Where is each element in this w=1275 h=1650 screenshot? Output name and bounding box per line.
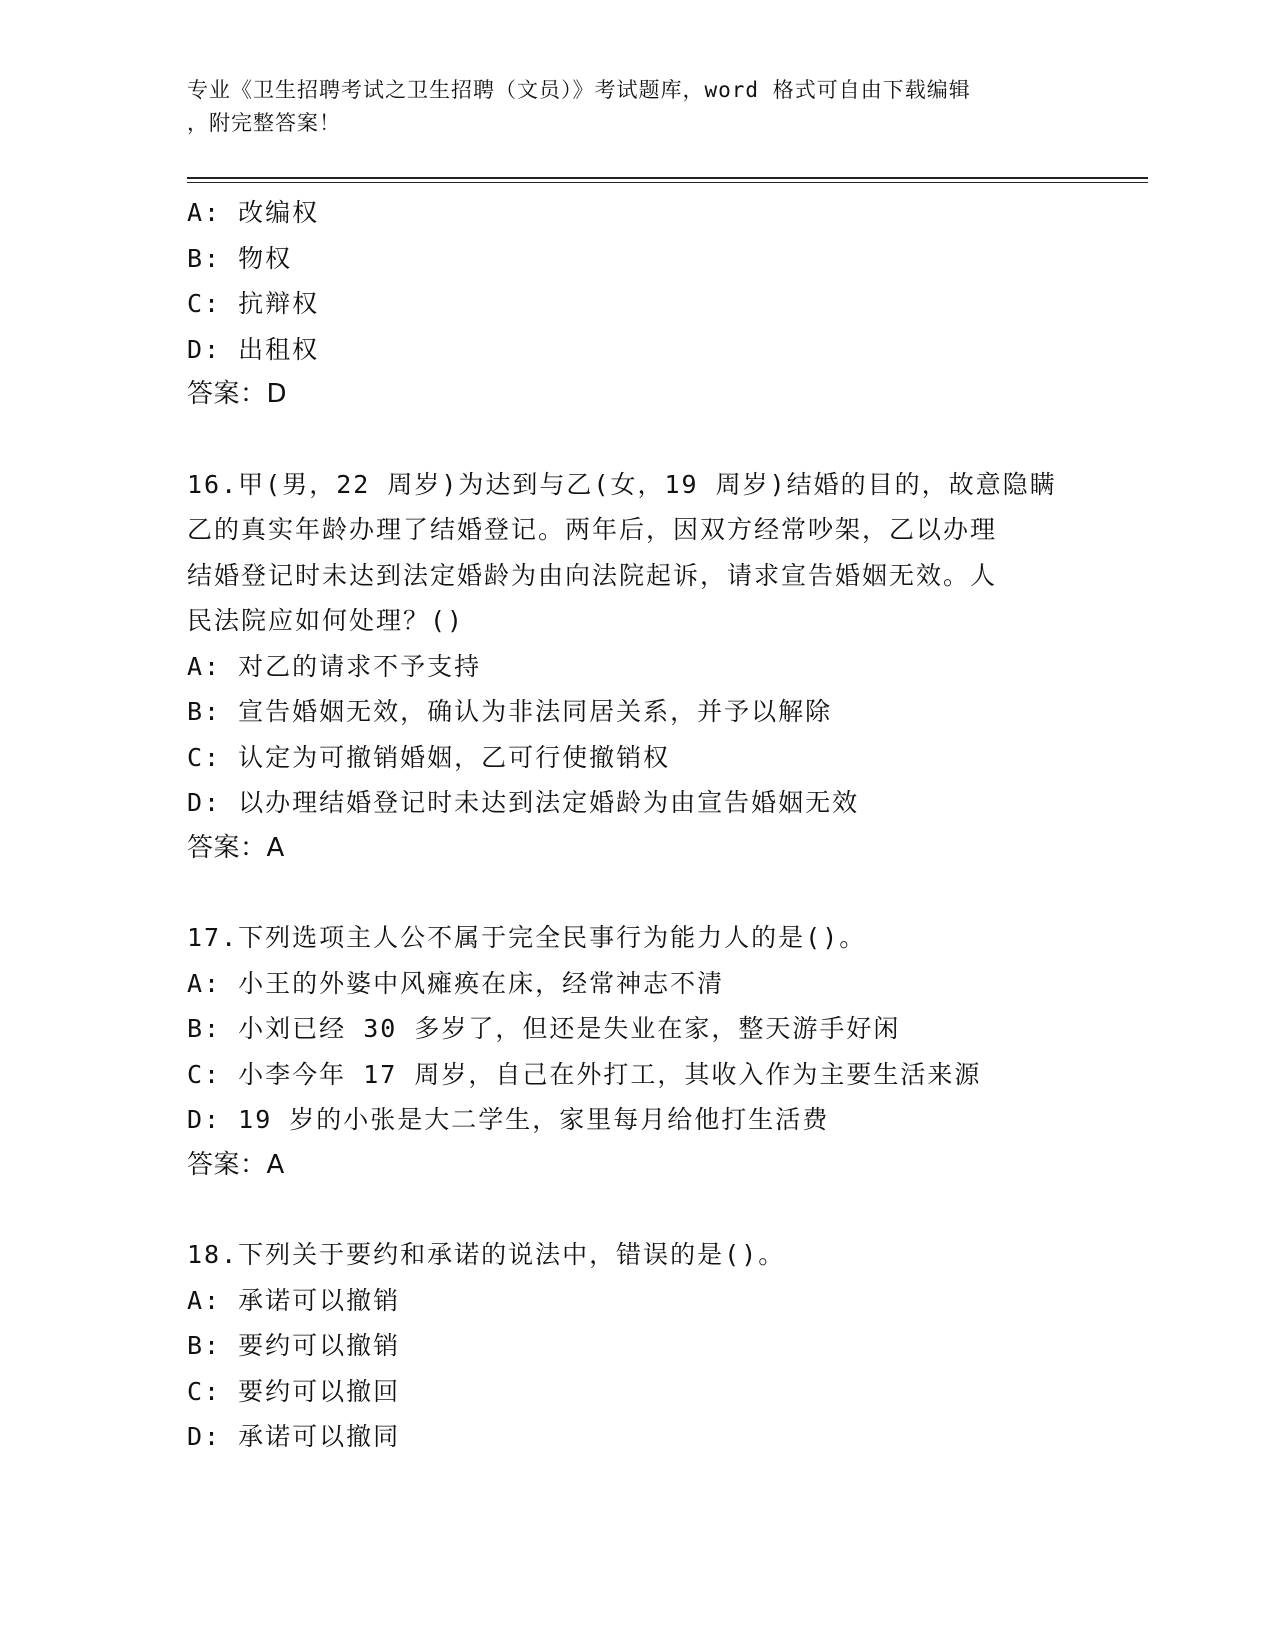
question-16-option-c: C: 认定为可撤销婚姻，乙可行使撤销权 bbox=[187, 742, 671, 772]
question-18-option-b: B: 要约可以撤销 bbox=[187, 1331, 401, 1360]
question-16-stem-line-1: 16.甲(男，22 周岁)为达到与乙(女，19 周岁)结婚的目的，故意隐瞒 bbox=[187, 469, 1057, 499]
question-list bbox=[187, 190, 1087, 1460]
question-17-stem: 17.下列选项主人公不属于完全民事行为能力人的是()。 bbox=[187, 923, 867, 952]
question-15-option-d: D: 出租权 bbox=[187, 334, 320, 364]
spacer bbox=[187, 418, 1087, 462]
question-18-option-c: C: 要约可以撤回 bbox=[187, 1376, 401, 1406]
question-15-option-c: C: 抗辩权 bbox=[187, 289, 320, 318]
question-18-option-a: A: 承诺可以撤销 bbox=[187, 1285, 401, 1315]
header-line-1: 专业《卫生招聘考试之卫生招聘（文员）》考试题库，word 格式可自由下载编辑 bbox=[187, 78, 971, 102]
header-divider-thin bbox=[187, 182, 1148, 183]
question-17-option-a: A: 小王的外婆中风瘫痪在床，经常神志不清 bbox=[187, 968, 725, 998]
question-16-option-a: A: 对乙的请求不予支持 bbox=[187, 651, 482, 681]
question-18-stem: 18.下列关于要约和承诺的说法中，错误的是()。 bbox=[187, 1240, 786, 1269]
question-16 bbox=[187, 462, 1087, 872]
question-16-answer: 答案：A bbox=[187, 832, 285, 863]
question-16-stem-line-4: 民法院应如何处理？() bbox=[187, 606, 465, 635]
question-16-option-b: B: 宣告婚姻无效，确认为非法同居关系，并予以解除 bbox=[187, 697, 833, 726]
question-17-option-c: C: 小李今年 17 周岁，自己在外打工，其收入作为主要生活来源 bbox=[187, 1059, 982, 1089]
spacer bbox=[187, 1188, 1087, 1232]
question-17-option-b: B: 小刘已经 30 多岁了，但还是失业在家，整天游手好闲 bbox=[187, 1014, 901, 1043]
question-16-stem-line-2: 乙的真实年龄办理了结婚登记。两年后，因双方经常吵架，乙以办理 bbox=[187, 515, 998, 544]
question-15-option-a: A: 改编权 bbox=[187, 198, 320, 227]
question-15-option-b: B: 物权 bbox=[187, 243, 293, 273]
document-header bbox=[187, 74, 1087, 140]
header-divider-thick bbox=[187, 177, 1148, 179]
question-18 bbox=[187, 1232, 1087, 1460]
spacer bbox=[187, 871, 1087, 915]
question-15-answer: 答案：D bbox=[187, 379, 288, 409]
question-16-stem-line-3: 结婚登记时未达到法定婚龄为由向法院起诉，请求宣告婚姻无效。人 bbox=[187, 560, 998, 590]
question-17-answer: 答案：A bbox=[187, 1149, 285, 1180]
question-16-option-d: D: 以办理结婚登记时未达到法定婚龄为由宣告婚姻无效 bbox=[187, 788, 860, 817]
question-17 bbox=[187, 915, 1087, 1188]
question-17-option-d: D: 19 岁的小张是大二学生，家里每月给他打生活费 bbox=[187, 1105, 830, 1134]
question-15 bbox=[187, 190, 1087, 418]
header-line-2: ，附完整答案！ bbox=[187, 111, 341, 135]
question-18-option-d: D: 承诺可以撤同 bbox=[187, 1422, 401, 1451]
